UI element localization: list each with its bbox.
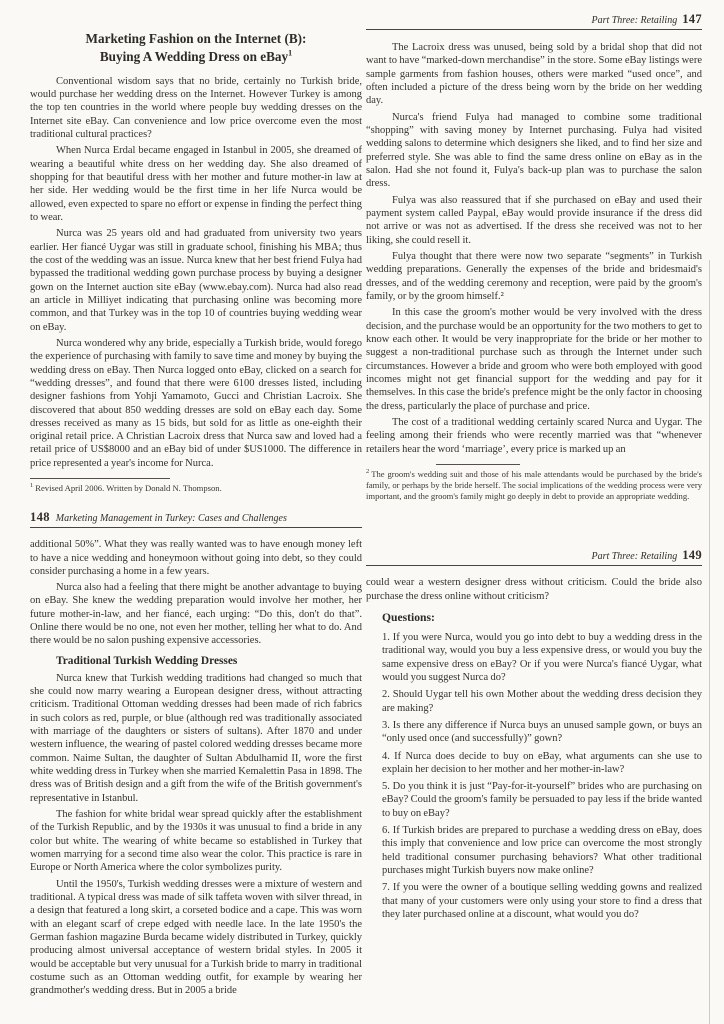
page-number-148: 148 [30,510,50,525]
question-3: 3. Is there any difference if Nurca buys an unused sample gown, or buys an “only used once (and successfully)” gown? [382,719,702,745]
footnote-2-marker: 2 [366,467,370,475]
part-title: Part Three: Retailing [591,15,678,26]
question-5: 5. Do you think it is just “Pay-for-it-yourself” brides who are purchasing on eBay? Could the groom's family be persuaded to pay less if the bride wanted to buy on eBay? [382,781,702,819]
body-paragraph: When Nurca Erdal became engaged in Istanbul in 2005, she dreamed of wearing a beautiful white dress on her wedding day. She also dreamed of shopping for that beautiful dress with her mother and future mother-in law at her side. Her wedding would be the first time in her life Nurca would be allowed, even expected to spare no effort or expense in finding the perfect thing to wear. [30,145,362,223]
body-paragraph: Nurca wondered why any bride, especially a Turkish bride, would forego the experience of purchasing with family to save time and money by buying the wedding dress on eBay. Then Nurca logged onto eBay, clicked on a search for “wedding dresses”, and found that there were 6100 dresses listed, including designer fashions from Yohji Yamamoto, Gucci and Christian Lacroix. She discovered that about 850 wedding dresses are sold on eBay each day. Some dresses received as many as 15 bids, but sold for as little as one-eighth their original retail price. A Christian Lacroix dress that Nurca saw and loved had a retail price of US$8000 and an eBay bid of under $US1000. The difference in price represented a year's income for Nurca. [30,337,362,469]
footnote-2-text: The groom's wedding suit and those of his male attendants would be purchased by the bride's family, or perhaps by the bride herself. The social implications of the wedding process were very important, and the groom's family might go deeply in debt to provide an appropriate wedding. [366,468,702,502]
body-paragraph: The fashion for white bridal wear spread quickly after the establishment of the Turkish Republic, and by the 1930s it was unusual to find a bride in any color but white. The wearing of white became so established in Turkey that women marrying for a second time also wear the color. This practice is rare in Europe or North America where the color symbolizes purity. [30,809,362,874]
body-paragraph: Nurca also had a feeling that there might be another advantage to buying on eBay. She knew the wedding preparation would involve her mother, her future mother-in-law, and her fiancé, each urging: “Do this, don't do that”. Online there would be no one, not even her mother, telling her what to do. And there would be no salon pushing expensive accessories. [30,582,362,647]
body-paragraph: Until the 1950's, Turkish wedding dresses were a mixture of western and traditional. A typical dress was made of silk taffeta woven with silver thread, in a design that featured a long skirt, a corseted bodice and a cape. This was worn with an elegant scarf of crepe edged with needle lace. In the late 1950's the German fashion magazine Burda became widely distributed in Turkey, quickly producing almost universal acceptance of western bridal styles. In 2005 it would be acceptable but very unusual for a Turkish bride to marry in traditional costume such as an Ottoman wedding outfit, for example by wearing her grandmother's wedding dress. But in 2005 a bride [30,878,362,997]
running-header-147 [366,12,702,30]
question-1: 1. If you were Nurca, would you go into debt to buy a wedding dress in the traditional way, would you buy a less expensive dress, or would you buy the same expensive dress on eBay? Or if you were Nurca's fiancé Uygar, what would you suggest Nurca do? [382,631,702,683]
running-header-149 [366,548,702,566]
top-spacer [30,0,362,30]
footnote-1-marker: 1 [30,482,34,490]
body-paragraph: The cost of a traditional wedding certainly scared Nurca and Uygar. The feeling among their friends who were recently married was that “whenever retailers hear the word ‘marriage’, every price is marked up an [366,416,702,455]
page-number-147: 147 [682,12,702,26]
footnote-1 [30,482,362,494]
footnote-rule [30,478,170,479]
left-column [30,0,362,1001]
body-paragraph: Nurca was 25 years old and had graduated from university two years earlier. Her fiancé Uygar was still in graduate school, finishing his MBA; thus the cost of the wedding was an issue. Nurca knew that her best friend Fulya had bypassed the traditional wedding gown purchase process by buying a designer gown on the Internet auction site eBay (www.ebay.com). Nurca had also read an article in Milliyet indicating that purchasing online was becoming more common, and that Turkey was in the top 10 of countries buying wedding wear on eBay. [30,228,362,333]
footnote-2 [366,468,702,502]
case-title-block [30,30,362,66]
body-paragraph: Conventional wisdom says that no bride, certainly no Turkish bride, would purchase her wedding dress on the Internet. However Turkey is among the top ten countries in the world where people buy wedding dresses on the Internet site eBay. Can convenience and low price overcome even the most traditional cultural practices? [30,75,362,140]
continuation-paragraph: could wear a western designer dress without criticism. Could the bride also purchase the dress online without criticism? [366,577,702,602]
page-number-149: 149 [682,548,702,563]
body-paragraph: Nurca knew that Turkish wedding traditions had changed so much that she could now marry wearing a European designer dress, without attracting criticism. Traditional Ottoman wedding dresses had been made of rich fabrics in such colors as red, purple, or blue (although red was traditionally associated with marriage of the daughters or sisters of sultans). After 1870 and under western influence, the wearing of pastel colored wedding dresses became more common. Naime Sultan, the daughter of Sultan Abdulhamid II, wore the first white wedding dress in Turkey when she married Kemalettin Pasa in 1898. The dress was of British design and a gift from the wife of the British government's representative in Istanbul. [30,672,362,804]
continuation-paragraph: additional 50%”. What they was really wanted was to have enough money left to have a nice wedding and honeymoon without going into debt, so they could consider purchasing a home in a few years. [30,539,362,577]
question-6: 6. If Turkish brides are prepared to purchase a wedding dress on eBay, does this imply that convenience and low price can overcome the most strongly held traditional consumer purchasing behaviors? What other traditional purchases might Turkish buyers now make online? [382,825,702,877]
case-title-line2 [30,48,362,66]
case-title-line1: Marketing Fashion on the Internet (B): [85,31,307,46]
questions-block [382,611,702,922]
title-footnote-marker: 1 [288,48,293,58]
question-2: 2. Should Uygar tell his own Mother about the wedding dress decision they are making? [382,689,702,714]
questions-heading: Questions: [382,610,435,624]
book-title: Marketing Management in Turkey: Cases and Challenges [55,513,287,525]
body-paragraph: Fulya was also reassured that if she purchased on eBay and used their payment system called Paypal, eBay would provide insurance if the dress did not arrive or was not as advertised. If the dress she received was not to her liking, she could resell it. [366,194,702,246]
footnote-1-text: Revised April 2006. Written by Donald N. Thompson. [35,483,222,493]
body-paragraph: Nurca's friend Fulya had managed to combine some traditional “shopping” with saving money by Internet purchasing. Fulya had visited wedding salons to determine which designers she liked, and to find her size and preferred style. She was able to find the same dress online on eBay as in the salon. Had she not found it, Fulya's back-up plan was to purchase the salon dress. [366,111,702,190]
section-heading-traditional-dresses: Traditional Turkish Wedding Dresses [56,654,238,667]
right-column [366,0,702,925]
body-paragraph: Fulya thought that there were now two separate “segments” in Turkish wedding preparations. Generally the expenses of the bride and bridesmaid's dresses, and of the wedding ceremony and reception, were paid by the groom's family, or by the groom himself.² [366,250,702,302]
question-7: 7. If you were the owner of a boutique selling wedding gowns and realized that many of your customers were only using your store to find a dress that they later purchased online at a discount, what would you do? [382,882,702,921]
part-title: Part Three: Retailing [591,551,678,563]
question-4: 4. If Nurca does decide to buy on eBay, what arguments can she use to explain her decision to her mother and her mother-in-law? [382,750,702,775]
running-header-148 [30,510,362,528]
page-gap [366,504,702,548]
body-paragraph: The Lacroix dress was unused, being sold by a bridal shop that did not want to have “marked-down merchandise” in the store. Some eBay listings were sample garments from fashion houses, others were marked “used once”, and often included a picture of the dress being worn by the bride on her wedding day. [366,42,702,107]
footnote-rule [436,464,520,465]
case-title-line2-text: Buying A Wedding Dress on eBay [99,48,289,64]
body-paragraph: In this case the groom's mother would be very involved with the dress decision, and the purchase would be an opportunity for the two mothers to get to know each other. It would be very inappropriate for the bride or her mother to suggest a non-traditional purchase such as through the Internet under such circumstances. However a bride and groom who were both employed with good incomes might not get financial support for the wedding and pay for it themselves. In this case the bride's prefence might be the only factor in choosing the dress, particularly the place of purchase and price. [366,307,702,412]
